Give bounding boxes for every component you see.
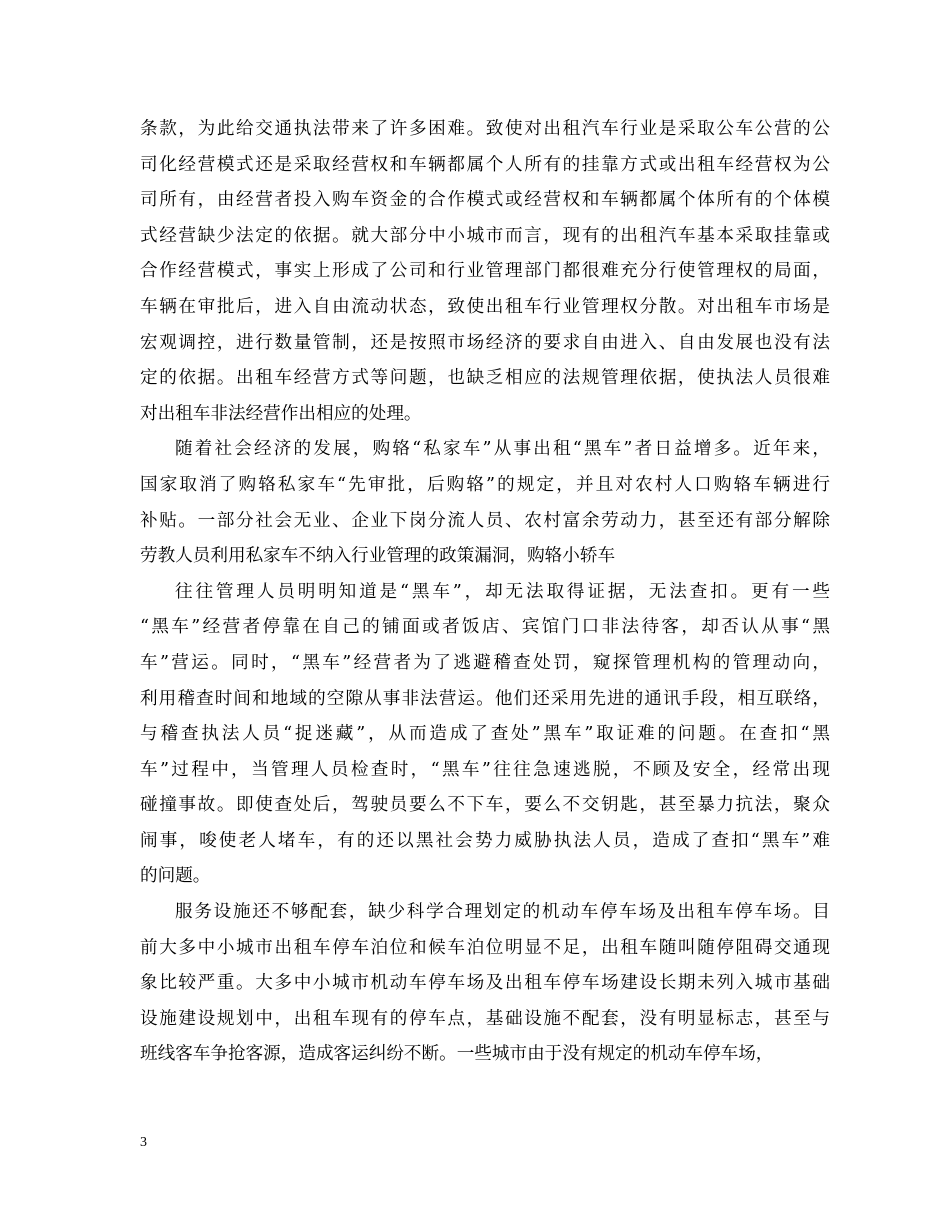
text-line: 班线客车争抢客源，造成客运纠纷不断。一些城市由于没有规定的机动车停车场， [140,1044,774,1065]
document-body [140,112,830,1073]
text-line: 对出租车非法经营作出相应的处理。 [140,403,422,424]
text-line: 随着社会经济的发展，购辂“私家车”从事出租“黑车”者日益增多。近年来， [175,439,830,460]
text-line: 车”过程中，当管理人员检查时，“黑车”往往急速逃脱，不顾及安全，经常出现 [140,759,830,780]
text-line: 合作经营模式，事实上形成了公司和行业管理部门都很难充分行使管理权的局面， [140,261,830,282]
text-line: 定的依据。出租车经营方式等问题，也缺乏相应的法规管理依据，使执法人员很难 [140,368,830,389]
text-line: 往往管理人员明明知道是“黑车”，却无法取得证据，无法查扣。更有一些 [175,581,830,602]
paragraph [140,112,830,432]
text-line: 宏观调控，进行数量管制，还是按照市场经济的要求自由进入、自由发展也没有法 [140,332,830,353]
paragraph [140,895,830,1073]
text-line: 司化经营模式还是采取经营权和车辆都属个人所有的挂靠方式或出租车经营权为公 [140,154,830,175]
text-line: 司所有，由经营者投入购车资金的合作模式或经营权和车辆都属个体所有的个体模 [140,190,830,211]
text-line: 式经营缺少法定的依据。就大部分中小城市而言，现有的出租汽车基本采取挂靠或 [140,225,830,246]
text-line: 闹事，唆使老人堵车，有的还以黑社会势力威胁执法人员，造成了查扣“黑车”难 [140,830,830,851]
text-line: 车”营运。同时，“黑车”经营者为了逃避稽查处罚，窥探管理机构的管理动向， [140,652,830,673]
page-number: 3 [140,1135,147,1150]
text-line: “黑车”经营者停靠在自己的铺面或者饭店、宾馆门口非法待客，却否认从事“黑 [140,617,830,638]
text-line: 前大多中小城市出租车停车泊位和候车泊位明显不足，出租车随叫随停阻碍交通现 [140,937,830,958]
text-line: 与稽查执法人员“捉迷藏”，从而造成了查处”黑车”取证难的问题。在查扣“黑 [140,724,830,745]
paragraph [140,432,830,574]
paragraph [140,575,830,895]
text-line: 利用稽查时间和地域的空隙从事非法营运。他们还采用先进的通讯手段，相互联络， [140,688,830,709]
text-line: 补贴。一部分社会无业、企业下岗分流人员、农村富余劳动力，甚至还有部分解除 [140,510,830,531]
text-line: 象比较严重。大多中小城市机动车停车场及出租车停车场建设长期未列入城市基础 [140,973,830,994]
text-line: 车辆在审批后，进入自由流动状态，致使出租车行业管理权分散。对出租车市场是 [140,296,830,317]
text-line: 设施建设规划中，出租车现有的停车点，基础设施不配套，没有明显标志，甚至与 [140,1008,830,1029]
text-line: 服务设施还不够配套，缺少科学合理划定的机动车停车场及出租车停车场。目 [175,902,830,923]
text-line: 的问题。 [140,866,211,887]
text-line: 碰撞事故。即使查处后，驾驶员要么不下车，要么不交钥匙，甚至暴力抗法，聚众 [140,795,830,816]
text-line: 条款，为此给交通执法带来了许多困难。致使对出租汽车行业是采取公车公营的公 [140,119,830,139]
text-line: 劳教人员利用私家车不纳入行业管理的政策漏洞，购辂小轿车 [140,546,616,567]
text-line: 国家取消了购辂私家车“先审批，后购辂”的规定，并且对农村人口购辂车辆进行 [140,474,830,495]
